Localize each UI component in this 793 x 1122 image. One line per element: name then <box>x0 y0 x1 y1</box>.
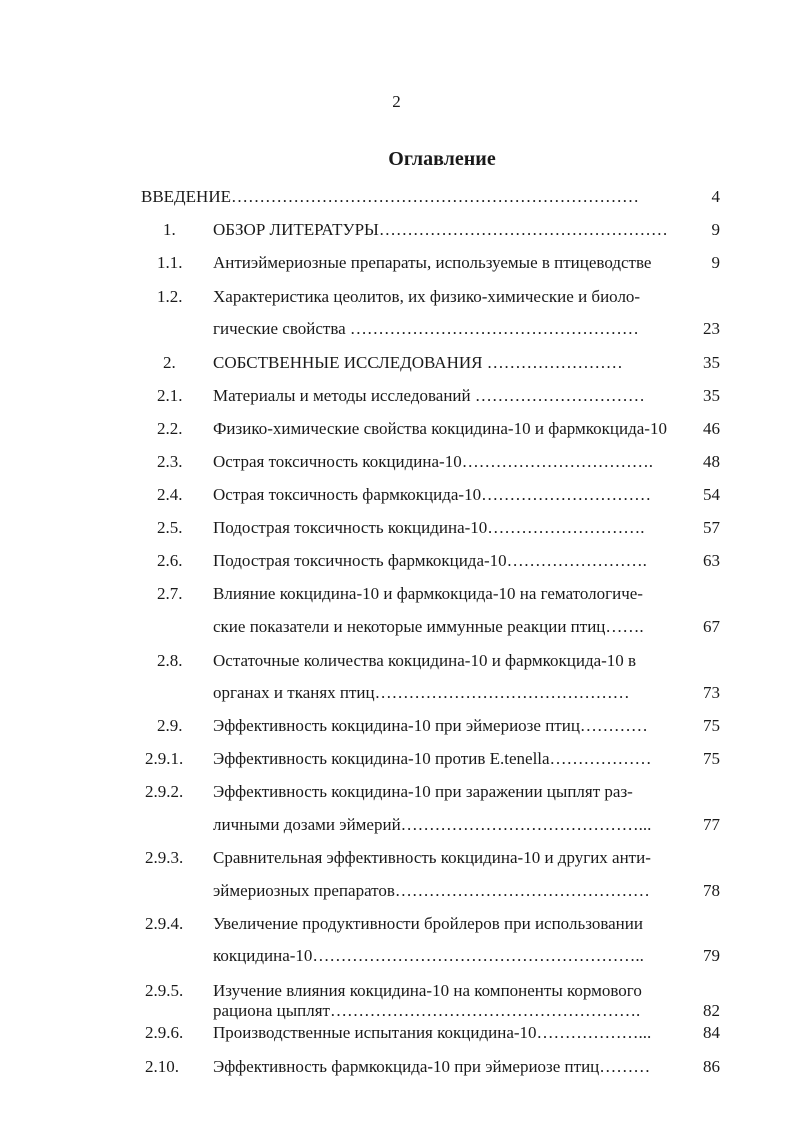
entry-page: 54 <box>703 485 720 504</box>
entry-title: Влияние кокцидина-10 и фармкокцида-10 на гематологиче- <box>213 584 643 603</box>
entry-page: 67 <box>703 617 720 636</box>
entry-page: 82 <box>703 1001 720 1020</box>
entry-title: Производственные испытания кокцидина-10………………... <box>213 1023 652 1042</box>
entry-page: 86 <box>703 1057 720 1076</box>
toc-title: Оглавление <box>388 148 496 170</box>
entry-number: 2.9.3. <box>145 848 184 867</box>
entry-page: 57 <box>703 518 720 537</box>
entry-title-cont: рациона цыплят………………………………………………. <box>213 1001 641 1020</box>
entry-number: 2.4. <box>157 485 183 504</box>
entry-title: Эффективность кокцидина-10 против E.tenella……………… <box>213 749 652 768</box>
entry-number: 2.9.6. <box>145 1023 184 1042</box>
entry-title: Характеристика цеолитов, их физико-химические и биоло- <box>213 287 641 306</box>
entry-page: 9 <box>711 253 720 272</box>
entry-title: Подострая токсичность кокцидина-10………………………. <box>213 518 645 537</box>
entry-title: ОБЗОР ЛИТЕРАТУРЫ…………………………………………… <box>213 220 668 239</box>
entry-page: 75 <box>703 716 720 735</box>
entry-number: 2.9.5. <box>145 981 184 1000</box>
entry-title-cont: кокцидина-10………………………………………………….. <box>213 946 644 965</box>
entry-number: 1.1. <box>157 253 183 272</box>
entry-page: 4 <box>711 187 720 206</box>
entry-title-cont: ские показатели и некоторые иммунные реакции птиц……. <box>213 617 644 636</box>
entry-number: 1.2. <box>157 287 183 306</box>
entry-title: СОБСТВЕННЫЕ ИССЛЕДОВАНИЯ …………………… <box>213 353 623 372</box>
entry-page: 79 <box>703 946 720 965</box>
entry-title: Подострая токсичность фармкокцида-10……………………. <box>213 551 647 570</box>
entry-number: 2.9. <box>157 716 183 735</box>
entry-title: Увеличение продуктивности бройлеров при использовании <box>213 914 643 933</box>
entry-title-cont: личными дозами эймерий……………………………………... <box>213 815 652 834</box>
entry-number: 2.2. <box>157 419 183 438</box>
entry-title: Материалы и методы исследований ………………………… <box>213 386 645 405</box>
entry-page: 78 <box>703 881 720 900</box>
entry-title: ВВЕДЕНИЕ……………………………………………………………… <box>141 187 639 206</box>
entry-page: 46 <box>703 419 720 438</box>
entry-number: 2.9.1. <box>145 749 184 768</box>
entry-title-cont: гические свойства …………………………………………… <box>213 319 639 338</box>
entry-number: 2.1. <box>157 386 183 405</box>
entry-page: 84 <box>703 1023 720 1042</box>
entry-title-cont: эймериозных препаратов……………………………………… <box>213 881 650 900</box>
entry-number: 2.8. <box>157 651 183 670</box>
entry-number: 2.6. <box>157 551 183 570</box>
entry-title: Антиэймериозные препараты, используемые в птицеводстве <box>213 253 652 272</box>
entry-title: Эффективность кокцидина-10 при заражении цыплят раз- <box>213 782 633 801</box>
entry-title: Остаточные количества кокцидина-10 и фармкокцида-10 в <box>213 651 637 670</box>
entry-title: Эффективность фармкокцида-10 при эймериозе птиц……… <box>213 1057 651 1076</box>
entry-number: 2.10. <box>145 1057 179 1076</box>
entry-number: 2.9.4. <box>145 914 184 933</box>
entry-number: 2.9.2. <box>145 782 184 801</box>
entry-title: Сравнительная эффективность кокцидина-10 и других анти- <box>213 848 651 867</box>
entry-page: 75 <box>703 749 720 768</box>
entry-page: 35 <box>703 353 720 372</box>
entry-page: 35 <box>703 386 720 405</box>
entry-title-cont: органах и тканях птиц……………………………………… <box>213 683 630 702</box>
entry-number: 2.7. <box>157 584 183 603</box>
page-number: 2 <box>392 92 401 111</box>
entry-page: 48 <box>703 452 720 471</box>
entry-title: Острая токсичность фармкокцида-10………………………… <box>213 485 652 504</box>
entry-title: Острая токсичность кокцидина-10……………………………. <box>213 452 653 471</box>
entry-number: 2.3. <box>157 452 183 471</box>
entry-page: 63 <box>703 551 720 570</box>
entry-page: 9 <box>711 220 720 239</box>
entry-title: Эффективность кокцидина-10 при эймериозе птиц………… <box>213 716 648 735</box>
entry-title: Физико-химические свойства кокцидина-10 и фармкокцида-10 <box>213 419 667 438</box>
entry-page: 23 <box>703 319 720 338</box>
entry-page: 73 <box>703 683 720 702</box>
entry-number: 1. <box>163 220 176 239</box>
entry-number: 2.5. <box>157 518 183 537</box>
entry-page: 77 <box>703 815 720 834</box>
entry-number: 2. <box>163 353 176 372</box>
entry-title: Изучение влияния кокцидина-10 на компоненты кормового <box>213 981 642 1000</box>
